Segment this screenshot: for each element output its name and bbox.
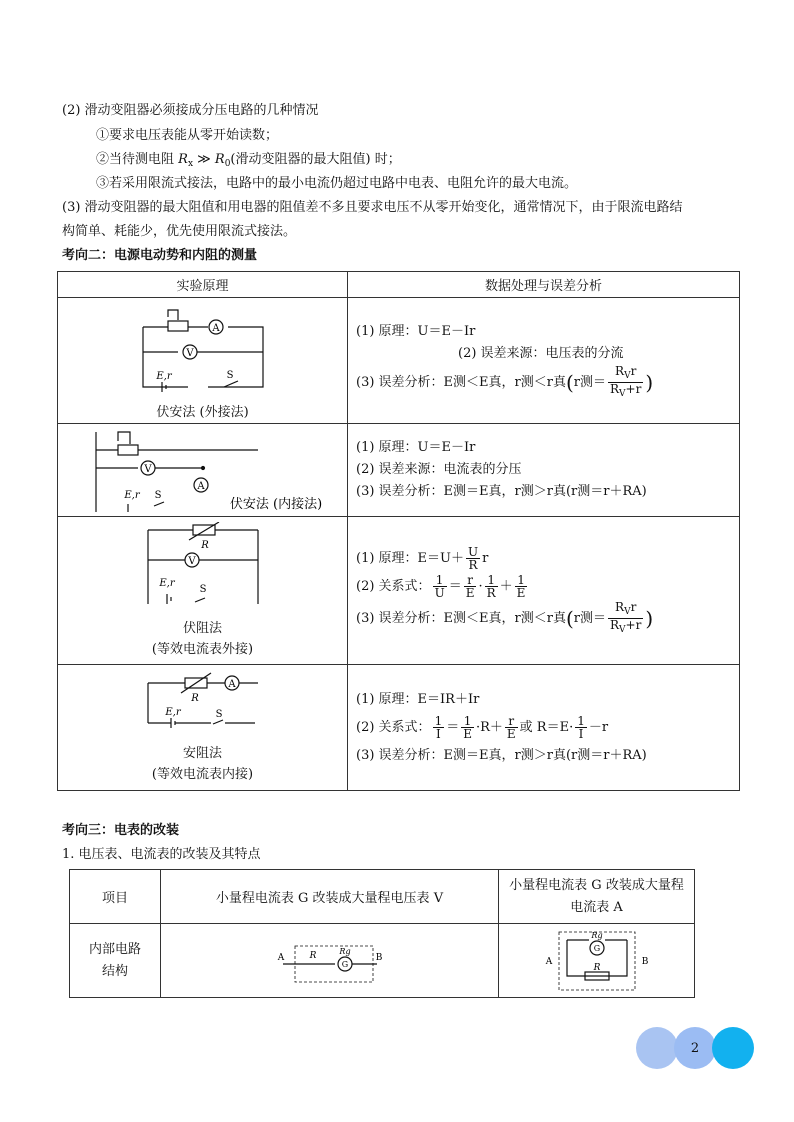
- case-1: ①要求电压表能从零开始读数；: [96, 128, 279, 143]
- error-analysis-text: (3) 误差分析：E测＝E真，r测＞r真(r测＝r＋RA): [356, 484, 647, 499]
- page-number-badge: [674, 1027, 716, 1069]
- analysis-cell-2: [348, 424, 740, 517]
- error-source-text: (2) 误差来源：电压表的分流: [458, 346, 624, 361]
- pager-circle-left: [636, 1027, 678, 1069]
- ammeter-label: A: [197, 481, 205, 492]
- page-number: 2: [690, 1040, 700, 1056]
- circuit-cell-3: [58, 517, 348, 665]
- switch-label: S: [215, 708, 222, 720]
- header-analysis: 数据处理与误差分析: [348, 272, 740, 298]
- table-row: [58, 424, 740, 517]
- source-label: E,r: [158, 577, 175, 589]
- case-2: ②当待测电阻 $R_x$ ≫ $R_0$(滑动变阻器的最大阻值) 时；: [96, 152, 401, 169]
- error-analysis-text: (3) 误差分析：E测＜E真，r测＜r真(r测＝ $\frac{R_Vr}{R_V+r}$ ): [356, 364, 654, 399]
- ammeter-label: A: [211, 323, 220, 334]
- caption: 伏安法 (内接法): [229, 497, 323, 512]
- meter-conversion-table: [69, 869, 695, 998]
- header-principle: 实验原理: [58, 272, 348, 298]
- ammeter-conversion-diagram: [537, 928, 657, 994]
- relation-text: (2) 关系式： $\frac{1}{I}$ ＝ $\frac{1}{E}$ ·R＋ $\frac{r}{E}$ 或 R＝E· $\frac{1}{I}$ －r: [356, 713, 609, 741]
- circuit-diagram-voltammetry-external: [138, 302, 268, 402]
- analysis-cell-4: [348, 665, 740, 791]
- caption: 伏安法 (外接法): [156, 405, 249, 420]
- para-2: (2) 滑动变阻器必须接成分压电路的几种情况: [62, 103, 319, 118]
- voltmeter-conversion-diagram: [275, 936, 385, 986]
- resistor-label: R: [190, 692, 199, 704]
- relation-text: (2) 关系式： $\frac{1}{U}$ ＝ $\frac{r}{E}$ · $\frac{1}{R}$ ＋ $\frac{1}{E}$: [356, 573, 526, 600]
- caption-sub: (等效电流表外接): [151, 641, 254, 657]
- terminal-a-label: A: [545, 956, 552, 967]
- resistor-label: R: [309, 950, 316, 961]
- resistor-label: R: [593, 962, 600, 973]
- table-row: [58, 665, 740, 791]
- error-source-text: (2) 误差来源：电流表的分压: [356, 462, 522, 477]
- measurement-table: [57, 271, 740, 791]
- principle-text: (1) 原理：U＝E－Ir: [356, 440, 476, 455]
- pager-circle-right: [712, 1027, 754, 1069]
- terminal-b-label: B: [641, 956, 648, 967]
- switch-label: S: [226, 370, 233, 381]
- caption: 安阻法: [182, 745, 222, 761]
- analysis-cell-1: [348, 298, 740, 424]
- header-item: 项目: [70, 870, 161, 924]
- rg-label: Rg: [338, 946, 351, 956]
- circuit-diagram-ammeter-resistance: [143, 671, 263, 735]
- header-voltmeter: 小量程电流表 G 改装成大量程电压表 V: [161, 870, 499, 924]
- switch-label: S: [154, 490, 162, 501]
- section3-subtitle: 1. 电压表、电流表的改装及其特点: [62, 847, 261, 862]
- circuit-cell-4: [58, 665, 348, 791]
- circuit-diagram-voltammetry-internal: [58, 426, 338, 514]
- terminal-b-label: B: [375, 952, 382, 963]
- row-label: 内部电路结构: [70, 924, 161, 998]
- galvanometer-label: G: [341, 959, 348, 969]
- principle-text: (1) 原理：U＝E－Ir: [356, 324, 476, 339]
- circuit-diagram-voltage-resistance: [143, 522, 263, 610]
- voltmeter-label: V: [144, 464, 152, 475]
- source-label: E,r: [124, 490, 140, 501]
- ammeter-label: A: [227, 678, 236, 690]
- caption: 伏阻法: [182, 620, 222, 636]
- voltmeter-circuit-cell: [161, 924, 499, 998]
- error-analysis-text: (3) 误差分析：E测＝E真，r测＞r真(r测＝r＋RA): [356, 747, 647, 763]
- terminal-a-label: A: [277, 952, 284, 963]
- circuit-cell-1: [58, 298, 348, 424]
- voltmeter-label: V: [185, 348, 194, 359]
- section2-title: 考向二：电源电动势和内阻的测量: [62, 248, 258, 263]
- galvanometer-label: G: [593, 943, 600, 953]
- principle-text: (1) 原理：E＝IR＋Ir: [356, 691, 480, 707]
- switch-label: S: [199, 583, 206, 595]
- error-analysis-text: (3) 误差分析：E测＜E真，r测＜r真(r测＝ $\frac{R_Vr}{R_V+r}$ ): [356, 600, 654, 635]
- analysis-cell-3: [348, 517, 740, 665]
- header-ammeter: 小量程电流表 G 改装成大量程电流表 A: [499, 870, 695, 924]
- para-3a: (3) 滑动变阻器的最大阻值和用电器的阻值差不多且要求电压不从零开始变化，通常情况下，由于限流电路结: [62, 200, 683, 215]
- table-row: [58, 517, 740, 665]
- principle-text: (1) 原理：E＝U＋ $\frac{U}{R}$ r: [356, 545, 489, 572]
- caption-sub: (等效电流表内接): [151, 766, 254, 782]
- rg-label: Rg: [590, 930, 603, 940]
- table-row: [70, 924, 695, 998]
- para-3b: 构简单、耗能少，优先使用限流式接法。: [62, 224, 297, 239]
- circuit-cell-2: [58, 424, 348, 517]
- source-label: E,r: [155, 371, 172, 382]
- ammeter-circuit-cell: [499, 924, 695, 998]
- voltmeter-label: V: [187, 555, 196, 567]
- case-3: ③若采用限流式接法，电路中的最小电流仍超过电路中电表、电阻允许的最大电流。: [96, 176, 578, 191]
- section3-title: 考向三：电表的改装: [62, 823, 180, 838]
- source-label: E,r: [164, 706, 181, 718]
- table-row: [58, 298, 740, 424]
- resistor-label: R: [200, 539, 209, 551]
